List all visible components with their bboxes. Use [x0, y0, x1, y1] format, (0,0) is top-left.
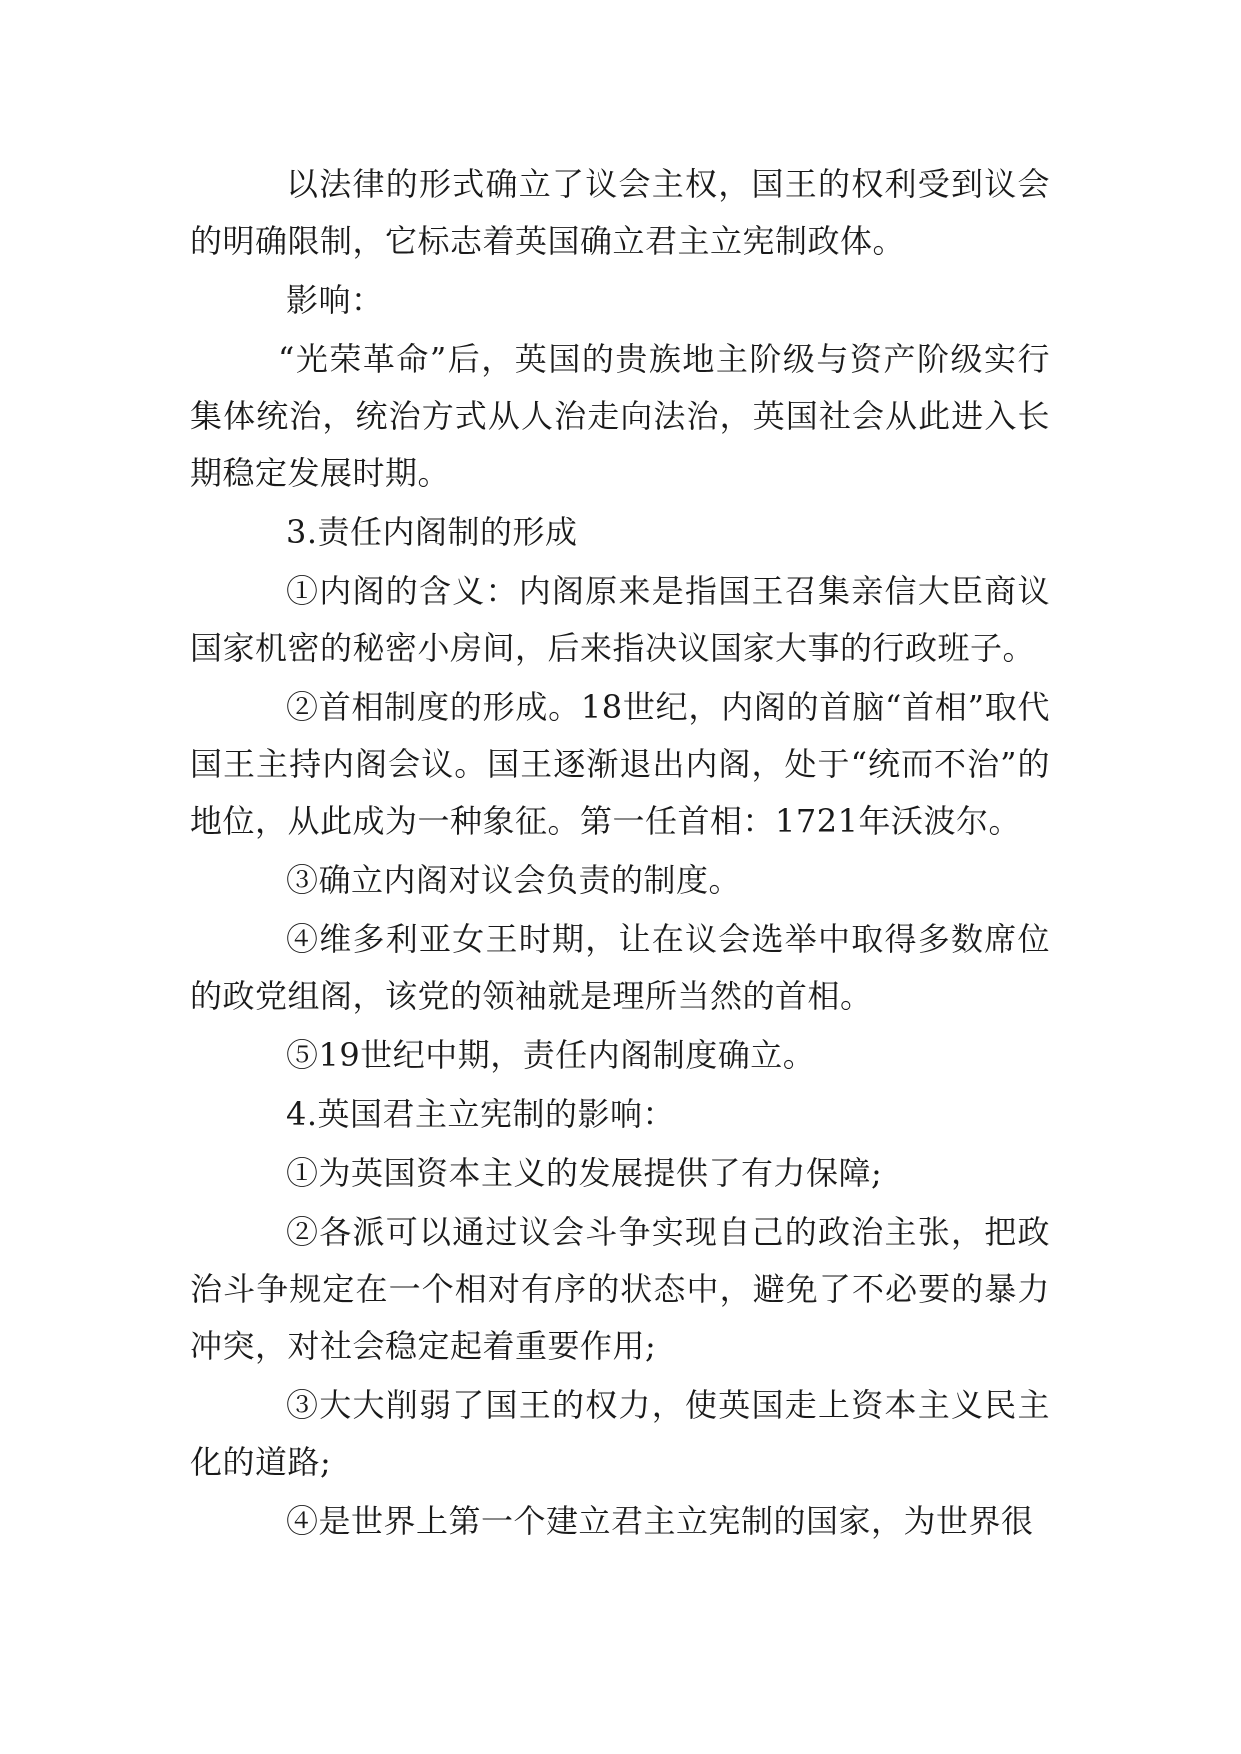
- heading-influence: 影响：: [286, 281, 384, 319]
- paragraph-impact-2: ②各派可以通过议会斗争实现自己的政治主张，把政治斗争规定在一个相对有序的状态中，避免了不必要的暴力冲突，对社会稳定起着重要作用;: [190, 1213, 1050, 1365]
- paragraph-prime-minister-system: ②首相制度的形成。18世纪，内阁的首脑“首相”取代国王主持内阁会议。国王逐渐退出内阁，处于“统而不治”的地位，从此成为一种象征。第一任首相：1721年沃波尔。: [190, 688, 1050, 840]
- paragraph-glorious-revolution: “光荣革命”后，英国的贵族地主阶级与资产阶级实行集体统治，统治方式从人治走向法治，英国社会从此进入长期稳定发展时期。: [190, 340, 1050, 492]
- paragraph-impact-1: ①为英国资本主义的发展提供了有力保障;: [286, 1154, 883, 1192]
- paragraph-parliament-sovereignty: 以法律的形式确立了议会主权，国王的权利受到议会的明确限制，它标志着英国确立君主立宪制政体。: [190, 165, 1050, 260]
- paragraph-impact-3: ③大大削弱了国王的权力，使英国走上资本主义民主化的道路;: [190, 1386, 1050, 1481]
- paragraph-cabinet-meaning: ①内阁的含义：内阁原来是指国王召集亲信大臣商议国家机密的秘密小房间，后来指决议国家大事的行政班子。: [190, 572, 1050, 667]
- heading-constitutional-monarchy-impact: 4.英国君主立宪制的影响：: [286, 1095, 676, 1133]
- document-body: [190, 156, 1050, 1552]
- paragraph-cabinet-responsibility: ③确立内阁对议会负责的制度。: [286, 861, 742, 899]
- paragraph-impact-4: ④是世界上第一个建立君主立宪制的国家，为世界很: [286, 1502, 1034, 1540]
- paragraph-victoria-era: ④维多利亚女王时期，让在议会选举中取得多数席位的政党组阁，该党的领袖就是理所当然的首相。: [190, 920, 1050, 1015]
- heading-cabinet-formation: 3.责任内阁制的形成: [286, 513, 578, 551]
- paragraph-19th-century: ⑤19世纪中期，责任内阁制度确立。: [286, 1036, 816, 1074]
